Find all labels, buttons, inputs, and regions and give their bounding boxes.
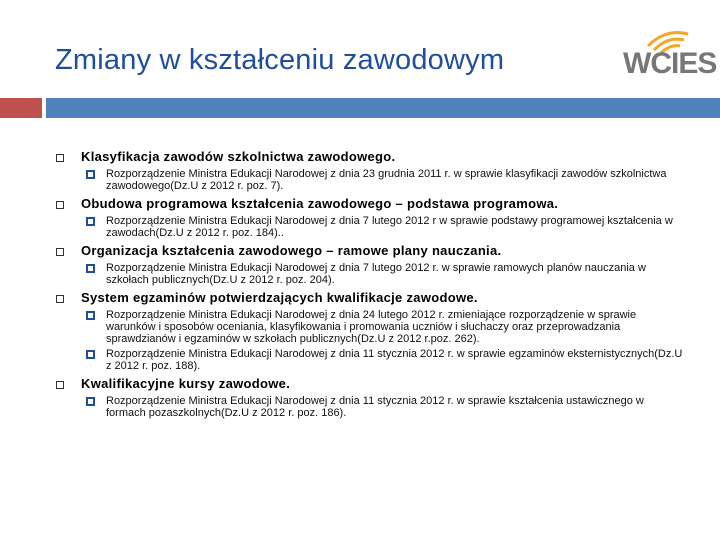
item-regulation: Rozporządzenie Ministra Edukacji Narodowej z dnia 11 stycznia 2012 r. w sprawie kształcenia ustawicznego w formach pozaszkolnych(Dz.U z 2012 r. poz. 186). — [106, 395, 644, 419]
bullet-list — [55, 149, 685, 423]
item-heading: Organizacja kształcenia zawodowego – ramowe plany nauczania. — [81, 243, 502, 258]
list-item — [55, 290, 685, 372]
square-bullet-icon — [86, 170, 95, 179]
list-item — [55, 376, 685, 419]
square-bullet-icon — [86, 397, 95, 406]
square-bullet-icon — [86, 264, 95, 273]
item-heading: Obudowa programowa kształcenia zawodowego – podstawa programowa. — [81, 196, 559, 211]
wcies-logo — [618, 20, 717, 82]
square-bullet-icon — [86, 217, 95, 226]
square-bullet-icon — [86, 350, 95, 359]
item-heading: Kwalifikacyjne kursy zawodowe. — [81, 376, 291, 391]
item-heading: Klasyfikacja zawodów szkolnictwa zawodowego. — [81, 149, 396, 164]
square-bullet-icon — [56, 381, 64, 389]
square-bullet-icon — [56, 295, 64, 303]
header-bar-accent — [0, 98, 42, 118]
square-bullet-icon — [56, 154, 64, 162]
list-item — [55, 196, 685, 239]
header-bar — [46, 98, 720, 118]
square-bullet-icon — [56, 248, 64, 256]
list-item — [55, 243, 685, 286]
item-heading: System egzaminów potwierdzających kwalifikacje zawodowe. — [81, 290, 478, 305]
square-bullet-icon — [56, 201, 64, 209]
item-regulation: Rozporządzenie Ministra Edukacji Narodowej z dnia 23 grudnia 2011 r. w sprawie klasyfikacji zawodów szkolnictwa zawodowego(Dz.U z 2012 r. poz. 7). — [106, 168, 667, 192]
square-bullet-icon — [86, 311, 95, 320]
slide-title: Zmiany w kształceniu zawodowym — [55, 44, 505, 76]
item-regulation: Rozporządzenie Ministra Edukacji Narodowej z dnia 7 lutego 2012 r. w sprawie ramowych planów nauczania w szkołach publicznych(Dz.U z 2012 r. poz. 204). — [106, 262, 646, 286]
item-regulation: Rozporządzenie Ministra Edukacji Narodowej z dnia 11 stycznia 2012 r. w sprawie egzaminów eksternistycznych(Dz.U z 2012 r. poz. 188). — [106, 348, 683, 372]
item-regulation: Rozporządzenie Ministra Edukacji Narodowej z dnia 24 lutego 2012 r. zmieniające rozporządzenie w sprawie warunków i sposobów oceniania, klasyfikowania i promowania uczniów i słuchaczy oraz przeprowadzania sprawdzianów i egzaminów w szkołach publicznych(Dz.U z 2012 r.poz. 262). — [106, 309, 637, 345]
list-item — [55, 149, 685, 192]
logo-text: WCIES — [623, 47, 717, 80]
item-regulation: Rozporządzenie Ministra Edukacji Narodowej z dnia 7 lutego 2012 r w sprawie podstawy programowej kształcenia w zawodach(Dz.U z 2012 r. poz. 184).. — [106, 215, 673, 239]
